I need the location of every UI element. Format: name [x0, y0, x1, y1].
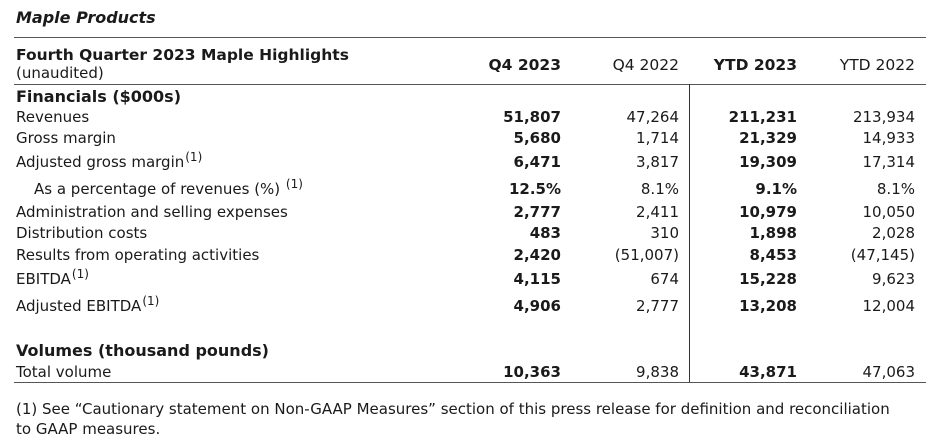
table-row [0, 296, 950, 318]
row-label [16, 362, 111, 382]
table-row [0, 362, 950, 384]
cell-value: 10,363 [503, 363, 561, 381]
cell-value: 2,028 [872, 224, 915, 242]
footnote: (1) See “Cautionary statement on Non-GAAP Measures” section of this press release for definition and reconciliation to GAAP measures. [16, 400, 890, 438]
cell-value: 2,777 [636, 297, 679, 315]
cell-value: 14,933 [862, 129, 915, 147]
cell-value: 5,680 [513, 129, 561, 147]
row-label [16, 296, 159, 316]
row-label-text: Revenues [16, 108, 90, 126]
cell-value: 211,231 [728, 108, 797, 126]
row-label [16, 202, 288, 222]
cell-value: 1,898 [749, 224, 797, 242]
table-row [0, 223, 950, 245]
cell-value: (51,007) [614, 246, 679, 264]
cell-value: 10,050 [862, 203, 915, 221]
cell-value: 4,115 [513, 270, 561, 288]
row-label-text: Administration and selling expenses [16, 203, 288, 221]
row-label-text: EBITDA [16, 270, 71, 288]
header-divider [14, 84, 926, 85]
cell-value: 2,420 [513, 246, 561, 264]
row-label-text: Adjusted gross margin [16, 153, 185, 171]
row-label [16, 128, 116, 148]
table-row [0, 179, 950, 201]
cell-value: 310 [650, 224, 679, 242]
cell-value: 21,329 [739, 129, 797, 147]
cell-value: 19,309 [739, 153, 797, 171]
cell-value: 1,714 [636, 129, 679, 147]
row-label [16, 245, 259, 265]
cell-value: 6,471 [513, 153, 561, 171]
row-label-text: Adjusted EBITDA [16, 297, 142, 315]
row-label-text: Results from operating activities [16, 246, 260, 264]
cell-value: 12,004 [862, 297, 915, 315]
table-row [0, 128, 950, 150]
table-row [0, 245, 950, 267]
divider [14, 37, 926, 38]
column-header-ytd-2023: YTD 2023 [713, 56, 797, 74]
cell-value: 9.1% [755, 180, 797, 198]
cell-value: 2,411 [636, 203, 679, 221]
column-header-ytd-2022: YTD 2022 [839, 56, 915, 74]
cell-value: 8.1% [876, 180, 915, 198]
cell-value: 43,871 [739, 363, 797, 381]
cell-value: 13,208 [739, 297, 797, 315]
cell-value: (47,145) [850, 246, 915, 264]
cell-value: 10,979 [739, 203, 797, 221]
cell-value: 4,906 [513, 297, 561, 315]
column-header-q4-2023: Q4 2023 [488, 56, 561, 74]
footnote-marker: (1) [71, 267, 89, 281]
table-subtitle: (unaudited) [16, 64, 104, 82]
cell-value: 3,817 [636, 153, 679, 171]
row-label [34, 179, 303, 199]
table-bottom-border [14, 382, 926, 383]
cell-value: 9,623 [872, 270, 915, 288]
cell-value: 2,777 [513, 203, 561, 221]
cell-value: 9,838 [636, 363, 679, 381]
cell-value: 47,264 [626, 108, 679, 126]
table-title: Fourth Quarter 2023 Maple Highlights [16, 46, 349, 64]
table-row [0, 107, 950, 129]
footnote-marker: (1) [185, 150, 203, 164]
cell-value: 213,934 [852, 108, 915, 126]
footnote-marker: (1) [285, 177, 303, 191]
cell-value: 17,314 [862, 153, 915, 171]
row-label-text: Total volume [16, 363, 112, 381]
table-row [0, 269, 950, 291]
row-label-text: As a percentage of revenues (%) [34, 180, 285, 198]
financials-heading: Financials ($000s) [16, 87, 182, 106]
cell-value: 674 [650, 270, 679, 288]
row-label [16, 107, 89, 127]
cell-value: 15,228 [739, 270, 797, 288]
column-header-q4-2022: Q4 2022 [612, 56, 679, 74]
cell-value: 47,063 [862, 363, 915, 381]
row-label-text: Gross margin [16, 129, 116, 147]
row-label [16, 152, 202, 172]
cell-value: 12.5% [508, 180, 561, 198]
row-label [16, 269, 89, 289]
cell-value: 51,807 [503, 108, 561, 126]
cell-value: 8,453 [749, 246, 797, 264]
row-label-text: Distribution costs [16, 224, 148, 242]
footnote-marker: (1) [142, 294, 160, 308]
table-row [0, 152, 950, 174]
table-row [0, 202, 950, 224]
row-label [16, 223, 147, 243]
section-title: Maple Products [16, 8, 156, 27]
cell-value: 483 [529, 224, 561, 242]
cell-value: 8.1% [640, 180, 679, 198]
volumes-heading: Volumes (thousand pounds) [16, 341, 269, 360]
